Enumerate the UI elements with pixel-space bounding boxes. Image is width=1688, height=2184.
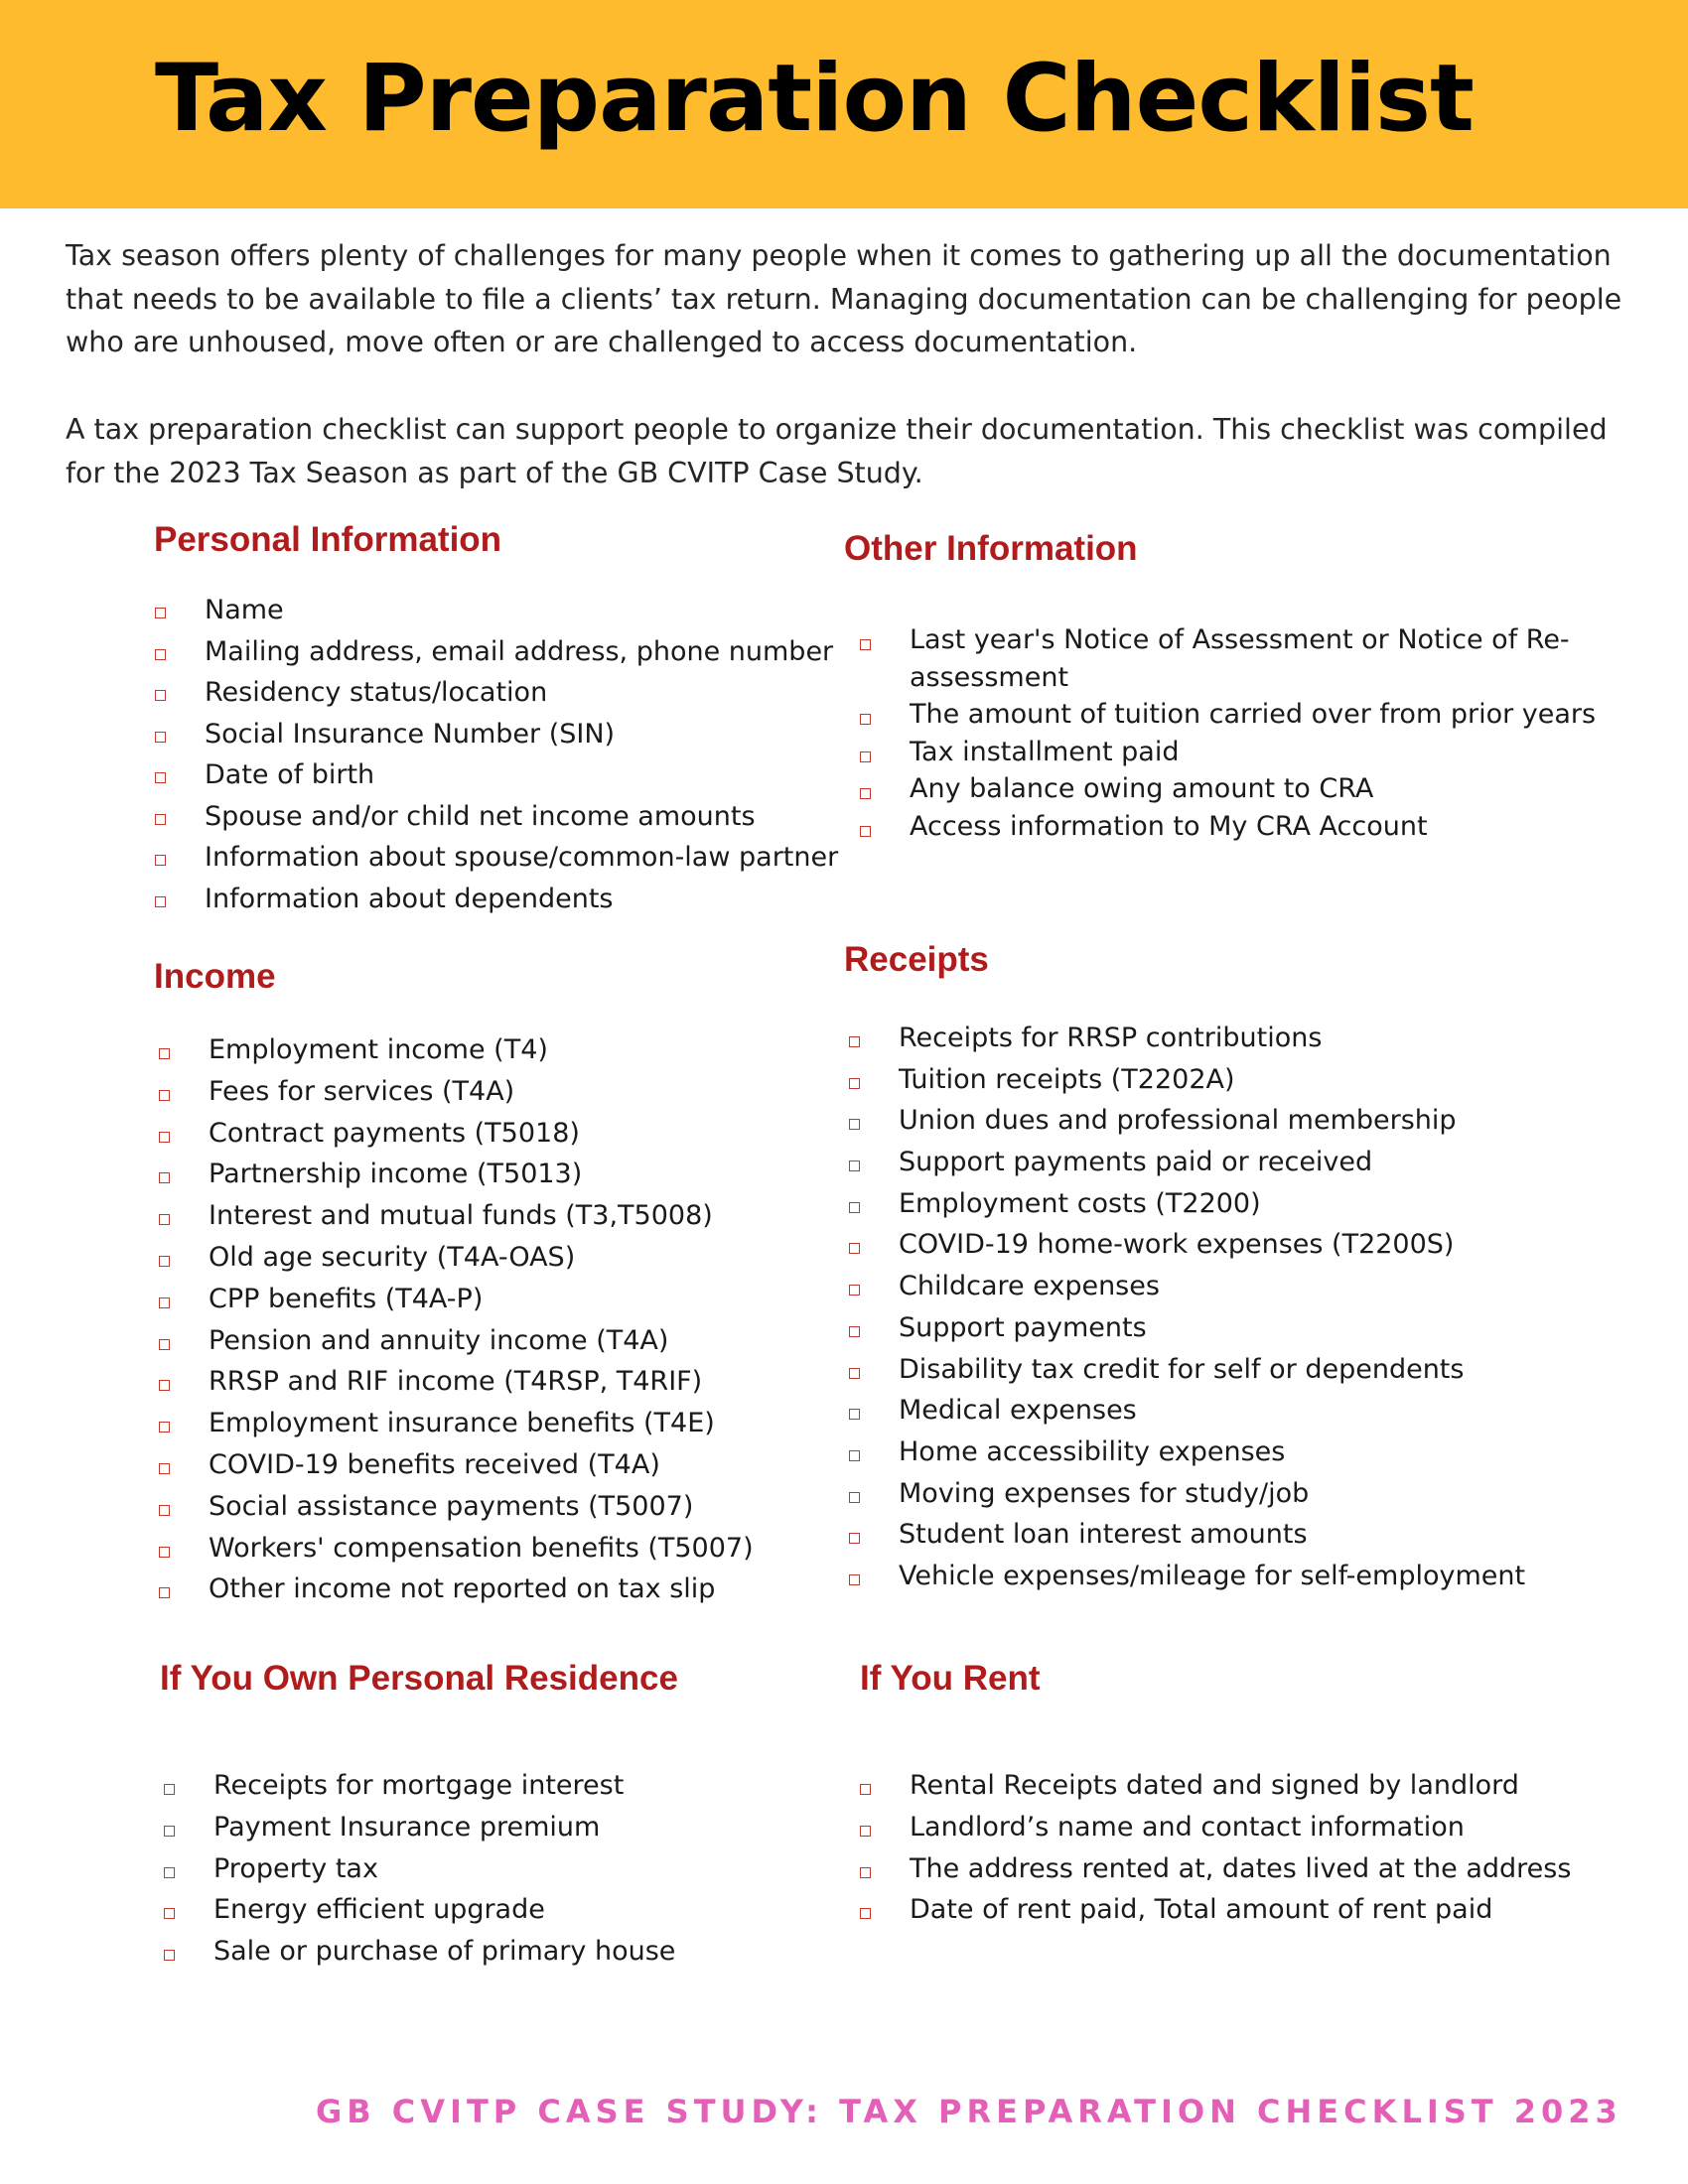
section-title-income: Income — [154, 957, 276, 996]
checkbox[interactable] — [159, 1587, 170, 1598]
checklist-item — [153, 837, 838, 879]
checklist-item — [858, 1765, 1571, 1807]
checklist-item — [858, 1848, 1571, 1890]
checkbox[interactable] — [159, 1547, 170, 1558]
checklist-item — [157, 1444, 754, 1486]
checklist-item — [153, 672, 838, 714]
checklist-item — [153, 590, 838, 631]
header-banner — [0, 0, 1688, 208]
checkbox[interactable] — [159, 1090, 170, 1101]
checkbox[interactable] — [860, 1826, 871, 1837]
checklist-item-label: Tuition receipts (T2202A) — [899, 1063, 1235, 1095]
checklist-item-label: Residency status/location — [205, 677, 548, 708]
checklist-other-information — [858, 621, 1596, 845]
checkbox[interactable] — [849, 1285, 860, 1296]
checklist-item — [847, 1100, 1525, 1142]
checkbox[interactable] — [159, 1214, 170, 1225]
checkbox[interactable] — [159, 1463, 170, 1474]
checklist-item — [858, 734, 1596, 771]
checklist-item-label: Information about dependents — [205, 883, 614, 914]
checklist-item — [153, 879, 838, 920]
checklist-item-label: Employment income (T4) — [209, 1034, 548, 1065]
checklist-item-label: Employment costs (T2200) — [899, 1187, 1261, 1219]
checkbox[interactable] — [164, 1950, 175, 1961]
checklist-item-label: Moving expenses for study/job — [899, 1477, 1310, 1509]
checklist-item — [847, 1556, 1525, 1597]
checklist-item-label: Tax installment paid — [910, 736, 1180, 767]
checkbox[interactable] — [860, 714, 871, 725]
section-title-own-residence: If You Own Personal Residence — [160, 1659, 678, 1698]
checklist-item-label: Student loan interest amounts — [899, 1519, 1308, 1551]
checkbox[interactable] — [164, 1867, 175, 1878]
checkbox[interactable] — [849, 1326, 860, 1337]
checkbox[interactable] — [849, 1202, 860, 1213]
checklist-item — [858, 770, 1596, 808]
checklist-item-label: RRSP and RIF income (T4RSP, T4RIF) — [209, 1366, 703, 1398]
checkbox[interactable] — [159, 1380, 170, 1391]
checkbox[interactable] — [164, 1908, 175, 1919]
checklist-item-label: COVID-19 home-work expenses (T2200S) — [899, 1229, 1455, 1261]
checkbox[interactable] — [159, 1172, 170, 1183]
section-title-other-information: Other Information — [844, 529, 1138, 568]
checklist-item — [858, 696, 1596, 734]
checkbox[interactable] — [849, 1409, 860, 1420]
section-title-receipts: Receipts — [844, 940, 989, 979]
checklist-item-label: Childcare expenses — [899, 1271, 1160, 1302]
checkbox[interactable] — [159, 1339, 170, 1350]
checkbox[interactable] — [860, 1867, 871, 1878]
checklist-item-label: Receipts for mortgage interest — [213, 1770, 625, 1801]
checklist-item-label: Energy efficient upgrade — [213, 1894, 545, 1926]
checklist-item — [847, 1514, 1525, 1556]
checklist-item — [153, 754, 838, 796]
section-title-personal-information: Personal Information — [154, 520, 502, 559]
checklist-item-label: Last year's Notice of Assessment or Notice of Re- — [910, 624, 1570, 655]
checkbox[interactable] — [159, 1048, 170, 1059]
checkbox[interactable] — [849, 1243, 860, 1254]
checkbox[interactable] — [164, 1784, 175, 1795]
checkbox[interactable] — [849, 1036, 860, 1047]
checklist-item-label: Old age security (T4A-OAS) — [209, 1241, 576, 1273]
checkbox[interactable] — [860, 751, 871, 762]
checkbox[interactable] — [860, 1908, 871, 1919]
checklist-item-label: Home accessibility expenses — [899, 1435, 1286, 1467]
checklist-item-label: Payment Insurance premium — [213, 1811, 601, 1843]
checkbox[interactable] — [849, 1492, 860, 1503]
checkbox[interactable] — [860, 788, 871, 799]
checklist-item — [847, 1059, 1525, 1101]
checklist-item — [153, 631, 838, 673]
checklist-item-label: The amount of tuition carried over from prior years — [910, 699, 1597, 730]
checklist-item-label: Rental Receipts dated and signed by landlord — [910, 1770, 1519, 1801]
checkbox[interactable] — [155, 896, 166, 907]
checklist-item — [157, 1113, 754, 1155]
checklist-item-label: Contract payments (T5018) — [209, 1117, 580, 1149]
checklist-item — [157, 1361, 754, 1403]
checklist-item-label: Receipts for RRSP contributions — [899, 1023, 1323, 1053]
checklist-item-label: Mailing address, email address, phone number — [205, 635, 834, 667]
checklist-item — [858, 1889, 1571, 1931]
checklist-item — [847, 1307, 1525, 1349]
checklist-item — [847, 1142, 1525, 1183]
checklist-item — [847, 1432, 1525, 1473]
checklist-item-label: Sale or purchase of primary house — [213, 1936, 676, 1968]
checklist-item-label: Information about spouse/common-law partner — [205, 842, 839, 873]
checklist-item — [858, 808, 1596, 846]
intro-paragraph-1: Tax season offers plenty of challenges for many people when it comes to gathering up all the documentation that needs to be available to file a clients’ tax return. Managing documentation can be challenging for people who are unhoused, move often or are challenged to access documentation. — [66, 239, 1622, 358]
checkbox[interactable] — [159, 1422, 170, 1433]
checkbox[interactable] — [155, 608, 166, 618]
checklist-item-label: Disability tax credit for self or dependents — [899, 1353, 1465, 1385]
checklist-item-label: Fees for services (T4A) — [209, 1075, 515, 1107]
checklist-item — [847, 1473, 1525, 1515]
checklist-receipts — [847, 1018, 1525, 1597]
checklist-income — [157, 1029, 754, 1610]
checklist-item — [153, 714, 838, 755]
checklist-item — [847, 1183, 1525, 1225]
checklist-item-label: Employment insurance benefits (T4E) — [209, 1408, 715, 1439]
checkbox[interactable] — [159, 1505, 170, 1516]
checklist-item — [162, 1848, 675, 1890]
checklist-item-label: The address rented at, dates lived at the address — [910, 1852, 1572, 1884]
checklist-item — [157, 1237, 754, 1279]
checklist-item-label: Landlord’s name and contact information — [910, 1811, 1465, 1843]
intro-paragraph-2: A tax preparation checklist can support people to organize their documentation. This checklist was compiled for the 2023 Tax Season as part of the GB CVITP Case Study. — [66, 413, 1608, 489]
checkbox[interactable] — [860, 1784, 871, 1795]
checklist-item — [858, 659, 1596, 697]
checklist-item-label: CPP benefits (T4A-P) — [209, 1283, 484, 1314]
checkbox[interactable] — [849, 1450, 860, 1461]
checklist-rent — [858, 1765, 1571, 1931]
checklist-item — [162, 1807, 675, 1848]
checklist-item-label: Pension and annuity income (T4A) — [209, 1324, 669, 1356]
checkbox[interactable] — [849, 1368, 860, 1379]
checklist-item-label: Workers' compensation benefits (T5007) — [209, 1532, 754, 1564]
checklist-item-label: Name — [205, 595, 284, 625]
checklist-item — [157, 1154, 754, 1195]
checkbox[interactable] — [849, 1078, 860, 1089]
checklist-item — [157, 1320, 754, 1362]
checklist-item — [157, 1029, 754, 1071]
checklist-own-residence — [162, 1765, 675, 1973]
checklist-item-label: COVID-19 benefits received (T4A) — [209, 1448, 660, 1480]
checklist-item — [847, 1224, 1525, 1266]
checklist-item-label: Interest and mutual funds (T3,T5008) — [209, 1200, 713, 1232]
checkbox[interactable] — [155, 772, 166, 783]
checklist-item-label: Any balance owing amount to CRA — [910, 773, 1374, 804]
checklist-item — [157, 1195, 754, 1237]
checklist-item — [153, 796, 838, 838]
checklist-item-label: Partnership income (T5013) — [209, 1159, 583, 1190]
checklist-item — [847, 1390, 1525, 1432]
checklist-item-label: assessment — [910, 661, 1069, 693]
checklist-item-label: Vehicle expenses/mileage for self-employment — [899, 1560, 1526, 1591]
checklist-item-label: Date of birth — [205, 759, 375, 790]
checkbox[interactable] — [849, 1574, 860, 1585]
checkbox[interactable] — [155, 690, 166, 701]
checkbox[interactable] — [860, 639, 871, 650]
checklist-item-label: Date of rent paid, Total amount of rent paid — [910, 1894, 1493, 1926]
checklist-item-label: Support payments paid or received — [899, 1147, 1373, 1178]
checklist-item-label: Union dues and professional membership — [899, 1105, 1457, 1137]
checklist-item — [162, 1765, 675, 1807]
checklist-item — [157, 1071, 754, 1113]
page-title: Tax Preparation Checklist — [155, 45, 1474, 153]
checkbox[interactable] — [159, 1297, 170, 1308]
checkbox[interactable] — [159, 1256, 170, 1267]
checklist-item — [157, 1403, 754, 1444]
checklist-item — [162, 1889, 675, 1931]
checkbox[interactable] — [159, 1132, 170, 1143]
checklist-item-label: Social assistance payments (T5007) — [209, 1490, 694, 1522]
checklist-item-label: Property tax — [213, 1852, 378, 1884]
checklist-item — [847, 1349, 1525, 1391]
checklist-item-label: Other income not reported on tax slip — [209, 1573, 716, 1605]
checklist-item — [157, 1486, 754, 1528]
checklist-item-label: Access information to My CRA Account — [910, 810, 1428, 842]
checkbox[interactable] — [155, 855, 166, 866]
checklist-item — [157, 1569, 754, 1610]
checklist-item — [157, 1279, 754, 1320]
checklist-item-label: Spouse and/or child net income amounts — [205, 800, 756, 832]
checklist-item — [858, 1807, 1571, 1848]
checkbox[interactable] — [849, 1119, 860, 1130]
checkbox[interactable] — [155, 732, 166, 743]
checkbox[interactable] — [155, 814, 166, 825]
checkbox[interactable] — [849, 1533, 860, 1544]
checklist-item — [847, 1018, 1525, 1059]
checklist-item — [157, 1528, 754, 1570]
checklist-item — [858, 621, 1596, 659]
checklist-item-label: Social Insurance Number (SIN) — [205, 718, 616, 750]
checklist-item — [847, 1266, 1525, 1307]
checkbox[interactable] — [860, 826, 871, 837]
checklist-item-label: Support payments — [899, 1311, 1147, 1343]
checkbox[interactable] — [155, 649, 166, 660]
checklist-item — [162, 1931, 675, 1973]
footer-caption: GB CVITP CASE STUDY: TAX PREPARATION CHECKLIST 2023 — [316, 2093, 1622, 2130]
checkbox[interactable] — [164, 1826, 175, 1837]
section-title-rent: If You Rent — [860, 1659, 1041, 1698]
checklist-personal-information — [153, 590, 838, 919]
checkbox[interactable] — [849, 1160, 860, 1171]
checklist-item-label: Medical expenses — [899, 1395, 1137, 1427]
